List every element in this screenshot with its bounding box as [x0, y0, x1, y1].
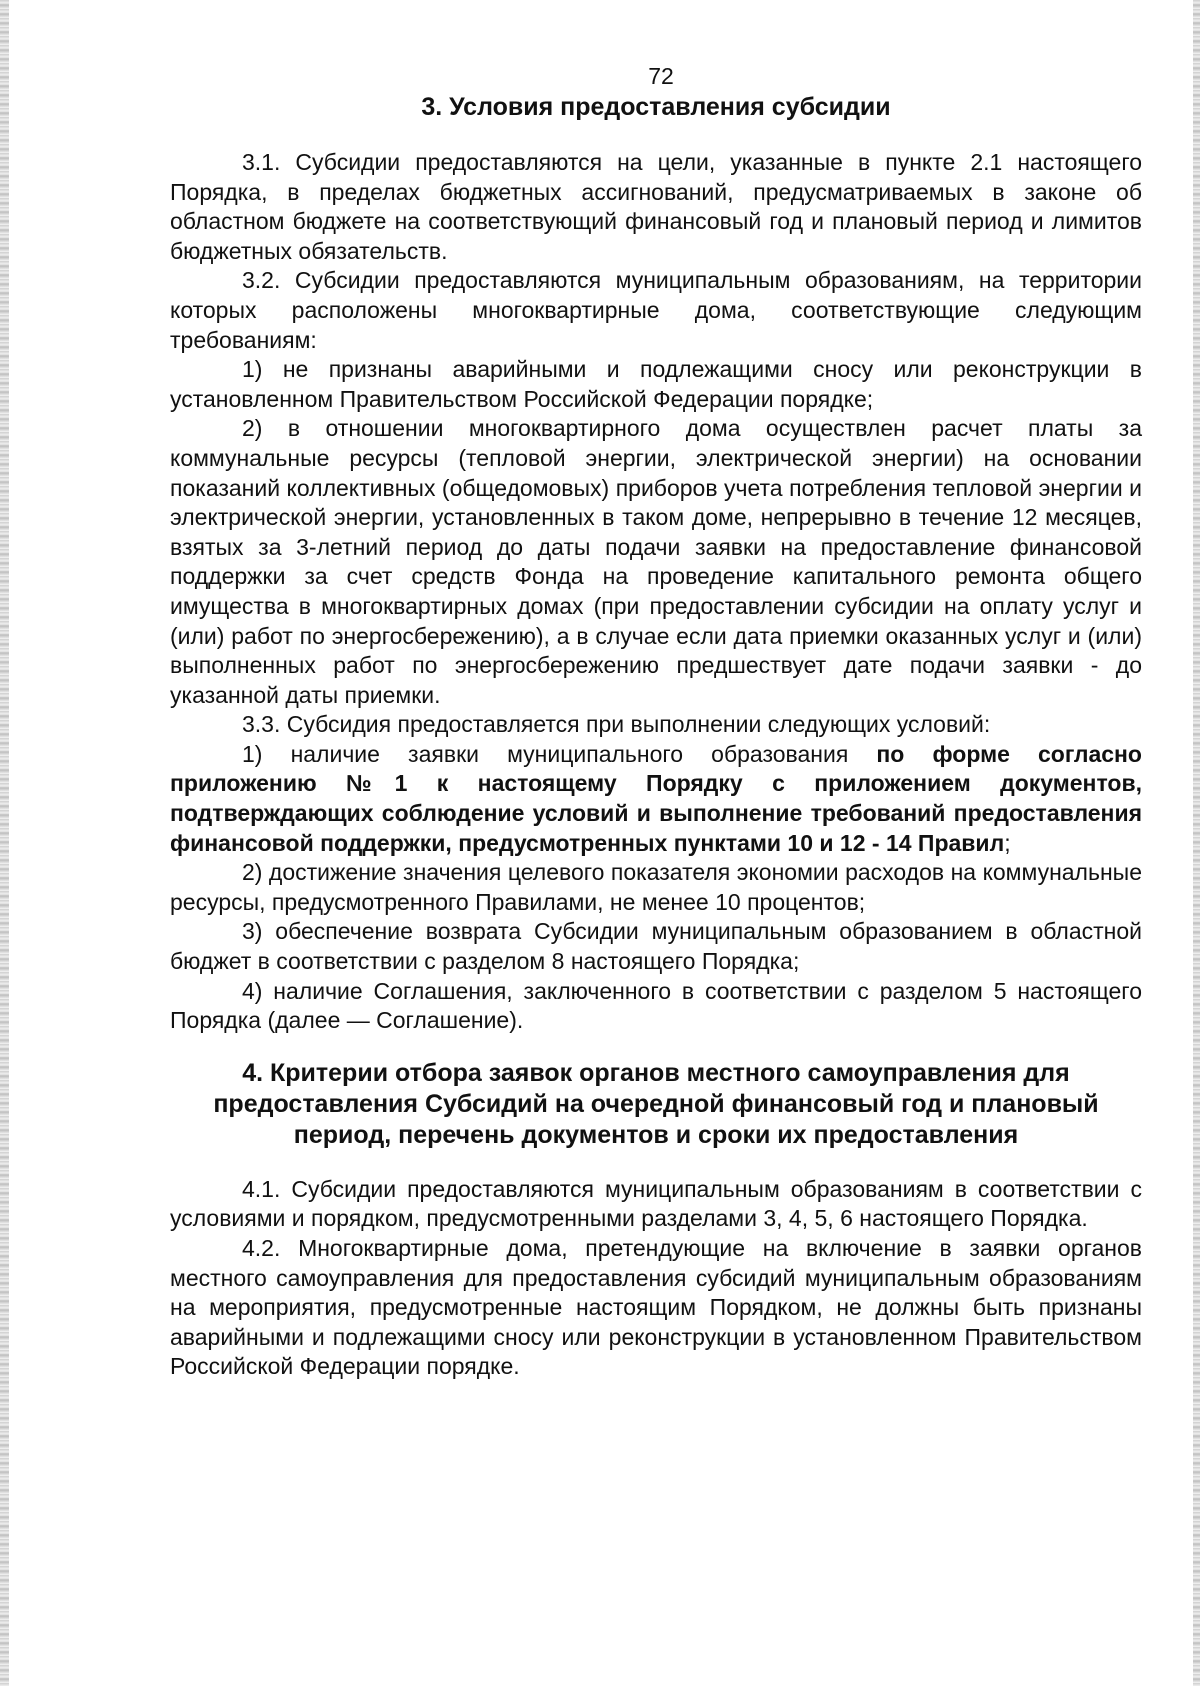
paragraph-3-3-item-3: 3) обеспечение возврата Субсидии муниципальным образованием в областной бюджет в соответствии с разделом 8 настоящего Порядка; [170, 918, 1142, 975]
section-3-title: 3. Условия предоставления субсидии [421, 93, 891, 121]
page-number: 72 [648, 63, 674, 89]
section-4-title-line-1: 4. Критерии отбора заявок органов местного самоуправления для [242, 1058, 1070, 1087]
scan-left-edge [0, 0, 9, 1686]
paragraph-3-3-item-2: 2) достижение значения целевого показателя экономии расходов на коммунальные ресурсы, предусмотренного Правилами, не менее 10 процентов; [170, 859, 1142, 915]
paragraph-3-1: 3.1. Субсидии предоставляются на цели, указанные в пункте 2.1 настоящего Порядка, в пределах бюджетных ассигнований, предусматриваемых в законе об областном бюджете на соответствующий финансовый год и плановый период и лимитов бюджетных обязательств. [170, 149, 1142, 264]
paragraph-3-3-item-1-bold: по форме согласно приложению №1 к настоящему Порядку с приложением документов, подтверждающих соблюдение условий и выполнение требований предоставления финансовой поддержки, предусмотренных пунктами 10 и 12 - 14 Правил [170, 740, 1142, 856]
paragraph-3-2-item-1: 1) не признаны аварийными и подлежащими сносу или реконструкции в установленном Правительством Российской Федерации порядке; [170, 356, 1142, 412]
paragraph-3-3-item-1 [170, 740, 1142, 858]
paragraph-3-3-item-4: 4) наличие Соглашения, заключенного в соответствии с разделом 5 настоящего Порядка (далее — Соглашение). [170, 977, 1142, 1034]
paragraph-3-2: 3.2. Субсидии предоставляются муниципальным образованиям, на территории которых расположены многоквартирные дома, соответствующие следующим требованиям: [170, 267, 1142, 353]
paragraph-3-3-item-1-end: ; [1004, 829, 1011, 856]
document-page [170, 62, 1142, 1382]
paragraph-3-2-item-2: 2) в отношении многоквартирного дома осуществлен расчет платы за коммунальные ресурсы (тепловой энергии, электрической энергии) на основании показаний коллективных (общедомовых) приборов учета потребления тепловой энергии и электрической энергии, установленных в таком доме, непрерывно в течение 12 месяцев, взятых за 3-летний период до даты подачи заявки на предоставление финансовой поддержки за счет средств Фонда на проведение капитального ремонта общего имущества в многоквартирных домах (при предоставлении субсидии на оплату услуг и (или) работ по энергосбережению), а в случае если дата приемки оказанных услуг и (или) выполненных работ по энергосбережению предшествует дате подачи заявки - до указанной даты приемки. [170, 415, 1142, 708]
section-4-title [170, 1058, 1142, 1151]
section-4-title-line-2: предоставления Субсидий на очередной финансовый год и плановый [213, 1089, 1099, 1118]
paragraph-3-3: 3.3. Субсидия предоставляется при выполнении следующих условий: [242, 711, 991, 738]
section-4-title-line-3: период, перечень документов и сроки их предоставления [293, 1120, 1019, 1149]
paragraph-3-3-item-1-start: 1) наличие заявки муниципального образования [242, 740, 877, 767]
paragraph-4-1: 4.1. Субсидии предоставляются муниципальным образованиям в соответствии с условиями и порядком, предусмотренными разделами 3, 4, 5, 6 настоящего Порядка. [170, 1175, 1142, 1232]
paragraph-4-2: 4.2. Многоквартирные дома, претендующие на включение в заявки органов местного самоуправления для предоставления субсидий муниципальным образованиям на мероприятия, предусмотренные настоящим Порядком, не должны быть признаны аварийными и подлежащими сносу или реконструкции в установленном Правительством Российской Федерации порядке. [170, 1235, 1142, 1380]
scan-right-edge [1193, 0, 1200, 1686]
